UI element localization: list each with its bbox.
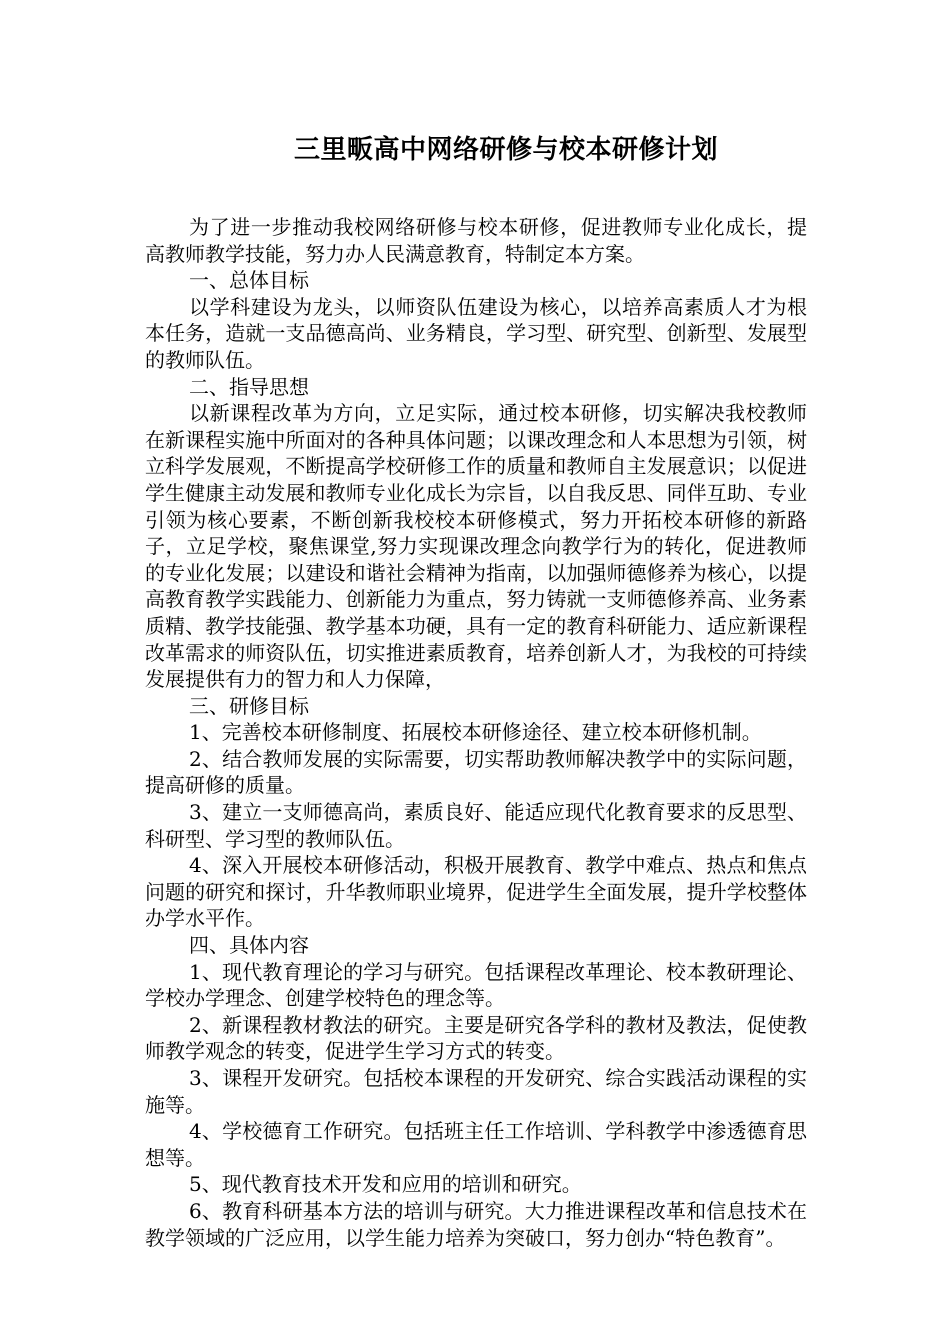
- list-item: 6、教育科研基本方法的培训与研究。大力推进课程改革和信息技术在教学领域的广泛应用，以学生能力培养为突破口，努力创办“特色教育”。: [145, 1198, 807, 1250]
- list-item: 3、课程开发研究。包括校本课程的开发研究、综合实践活动课程的实施等。: [145, 1066, 807, 1117]
- section-heading: 一、总体目标: [189, 268, 309, 293]
- document-body: [145, 214, 807, 1251]
- document-title: 三里畈高中网络研修与校本研修计划: [293, 135, 718, 165]
- list-item: 2、新课程教材教法的研究。主要是研究各学科的教材及教法，促使教师教学观念的转变，促进学生学习方式的转变。: [145, 1012, 807, 1064]
- list-item: 4、深入开展校本研修活动，积极开展教育、教学中难点、热点和焦点问题的研究和探讨，升华教师职业境界，促进学生全面发展，提升学校整体办学水平作。: [145, 853, 807, 931]
- paragraph: 为了进一步推动我校网络研修与校本研修，促进教师专业化成长，提高教师教学技能，努力办人民满意教育，特制定本方案。: [145, 215, 807, 266]
- paragraph: 以学科建设为龙头，以师资队伍建设为核心，以培养高素质人才为根本任务，造就一支品德高尚、业务精良，学习型、研究型、创新型、发展型的教师队伍。: [145, 294, 807, 372]
- list-item: 1、完善校本研修制度、拓展校本研修途径、建立校本研修机制。: [189, 720, 762, 745]
- section-heading: 四、具体内容: [189, 933, 309, 958]
- list-item: 5、现代教育技术开发和应用的培训和研究。: [189, 1172, 582, 1197]
- list-item: 3、建立一支师德高尚，素质良好、能适应现代化教育要求的反思型、科研型、学习型的教师队伍。: [145, 800, 807, 851]
- document-page: [145, 128, 807, 1251]
- list-item: 1、现代教育理论的学习与研究。包括课程改革理论、校本教研理论、学校办学理念、创建学校特色的理念等。: [145, 959, 807, 1011]
- list-item: 2、结合教师发展的实际需要，切实帮助教师解决教学中的实际问题，提高研修的质量。: [145, 746, 807, 798]
- paragraph: 以新课程改革为方向，立足实际，通过校本研修，切实解决我校教师在新课程实施中所面对的各种具体问题；以课改理念和人本思想为引领，树立科学发展观，不断提高学校研修工作的质量和教师自主发展意识；以促进学生健康主动发展和教师专业化成长为宗旨，以自我反思、同伴互助、专业引领为核心要素，不断创新我校校本研修模式，努力开拓校本研修的新路子，立足学校，聚焦课堂,努力实现课改理念向教学行为的转化，促进教师的专业化发展；以建设和谐社会精神为指南，以加强师德修养为核心，以提高教育教学实践能力、创新能力为重点，努力铸就一支师德修养高、业务素质精、教学技能强、教学基本功硬，具有一定的教育科研能力、适应新课程改革需求的师资队伍，切实推进素质教育，培养创新人才，为我校的可持续发展提供有力的智力和人力保障，: [145, 401, 807, 692]
- section-heading: 二、指导思想: [189, 374, 309, 399]
- list-item: 4、学校德育工作研究。包括班主任工作培训、学科教学中渗透德育思想等。: [145, 1119, 807, 1170]
- section-heading: 三、研修目标: [189, 693, 309, 718]
